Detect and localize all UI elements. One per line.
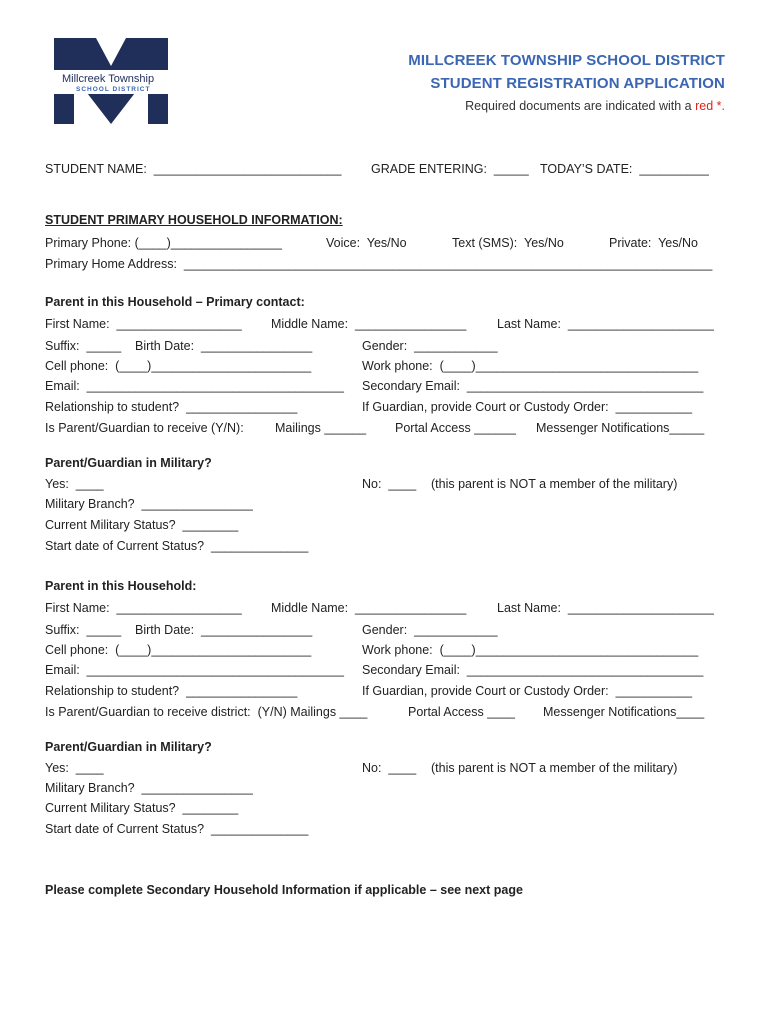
secondary-household-note: Please complete Secondary Household Information if applicable – see next page	[45, 883, 523, 897]
form-title: STUDENT REGISTRATION APPLICATION	[430, 75, 725, 92]
parent2-receive-field[interactable]: Is Parent/Guardian to receive district: (Y/N) Mailings ____	[45, 705, 368, 719]
parent1-middle-name-field[interactable]: Middle Name: ________________	[271, 317, 467, 331]
parent2-first-name-field[interactable]: First Name: __________________	[45, 601, 242, 615]
parent1-gender-field[interactable]: Gender: ____________	[362, 339, 498, 353]
parent2-relationship-field[interactable]: Relationship to student? ________________	[45, 684, 298, 698]
parent1-cell-phone-field[interactable]: Cell phone: (____)_______________________	[45, 359, 312, 373]
parent1-receive-label: Is Parent/Guardian to receive (Y/N):	[45, 421, 244, 435]
military2-status-field[interactable]: Current Military Status? ________	[45, 801, 239, 815]
parent1-relationship-field[interactable]: Relationship to student? ________________	[45, 400, 298, 414]
parent2-heading: Parent in this Household:	[45, 579, 197, 593]
district-logo	[52, 36, 170, 126]
parent1-last-name-field[interactable]: Last Name: _____________________	[497, 317, 714, 331]
parent1-birth-date-field[interactable]: Birth Date: ________________	[135, 339, 313, 353]
parent2-portal-field[interactable]: Portal Access ____	[408, 705, 516, 719]
military1-branch-field[interactable]: Military Branch? ________________	[45, 497, 253, 511]
parent1-suffix-field[interactable]: Suffix: _____	[45, 339, 122, 353]
parent2-middle-name-field[interactable]: Middle Name: ________________	[271, 601, 467, 615]
military2-yes-field[interactable]: Yes: ____	[45, 761, 104, 775]
parent2-guardian-field[interactable]: If Guardian, provide Court or Custody Order: ___________	[362, 684, 693, 698]
voice-option[interactable]: Voice: Yes/No	[326, 236, 407, 250]
primary-phone-field[interactable]: Primary Phone: (____)________________	[45, 236, 282, 250]
todays-date-field[interactable]: TODAY’S DATE: __________	[540, 162, 709, 176]
primary-address-field[interactable]: Primary Home Address: ____________________________________________________________________________	[45, 257, 713, 271]
form-header	[408, 49, 725, 113]
parent1-heading: Parent in this Household – Primary contact:	[45, 295, 305, 309]
parent1-first-name-field[interactable]: First Name: __________________	[45, 317, 242, 331]
parent1-portal-field[interactable]: Portal Access ______	[395, 421, 516, 435]
parent2-last-name-field[interactable]: Last Name: _____________________	[497, 601, 714, 615]
student-name-field[interactable]: STUDENT NAME: ___________________________	[45, 162, 342, 176]
military2-no-field[interactable]: No: ____	[362, 761, 417, 775]
parent2-email-field[interactable]: Email: _____________________________________	[45, 663, 344, 677]
military1-yes-field[interactable]: Yes: ____	[45, 477, 104, 491]
military2-branch-field[interactable]: Military Branch? ________________	[45, 781, 253, 795]
military2-heading: Parent/Guardian in Military?	[45, 740, 212, 754]
logo-text-line2: SCHOOL DISTRICT	[76, 86, 151, 93]
parent2-suffix-field[interactable]: Suffix: _____	[45, 623, 122, 637]
military1-no-field[interactable]: No: ____	[362, 477, 417, 491]
private-option[interactable]: Private: Yes/No	[609, 236, 698, 250]
parent1-work-phone-field[interactable]: Work phone: (____)________________________________	[362, 359, 699, 373]
military1-heading: Parent/Guardian in Military?	[45, 456, 212, 470]
military2-no-note: (this parent is NOT a member of the military)	[431, 761, 678, 775]
required-note-text: Required documents are indicated with a	[465, 99, 696, 113]
grade-entering-field[interactable]: GRADE ENTERING: _____	[371, 162, 529, 176]
parent1-mailings-field[interactable]: Mailings ______	[275, 421, 367, 435]
m-logo-icon	[52, 36, 170, 126]
required-note	[408, 99, 725, 113]
military1-no-note: (this parent is NOT a member of the military)	[431, 477, 678, 491]
text-sms-option[interactable]: Text (SMS): Yes/No	[452, 236, 564, 250]
parent1-secondary-email-field[interactable]: Secondary Email: __________________________________	[362, 379, 704, 393]
household-heading: STUDENT PRIMARY HOUSEHOLD INFORMATION:	[45, 213, 343, 227]
required-note-red: red *.	[695, 99, 725, 113]
logo-text-line1: Millcreek Township	[62, 73, 155, 85]
military1-status-field[interactable]: Current Military Status? ________	[45, 518, 239, 532]
military1-start-date-field[interactable]: Start date of Current Status? ______________	[45, 539, 309, 553]
parent1-guardian-field[interactable]: If Guardian, provide Court or Custody Order: ___________	[362, 400, 693, 414]
parent1-messenger-field[interactable]: Messenger Notifications_____	[536, 421, 705, 435]
parent2-gender-field[interactable]: Gender: ____________	[362, 623, 498, 637]
military2-start-date-field[interactable]: Start date of Current Status? ______________	[45, 822, 309, 836]
parent2-work-phone-field[interactable]: Work phone: (____)________________________________	[362, 643, 699, 657]
parent2-cell-phone-field[interactable]: Cell phone: (____)_______________________	[45, 643, 312, 657]
parent2-birth-date-field[interactable]: Birth Date: ________________	[135, 623, 313, 637]
district-title: MILLCREEK TOWNSHIP SCHOOL DISTRICT	[408, 52, 725, 69]
parent1-email-field[interactable]: Email: _____________________________________	[45, 379, 344, 393]
parent2-messenger-field[interactable]: Messenger Notifications____	[543, 705, 705, 719]
parent2-secondary-email-field[interactable]: Secondary Email: __________________________________	[362, 663, 704, 677]
